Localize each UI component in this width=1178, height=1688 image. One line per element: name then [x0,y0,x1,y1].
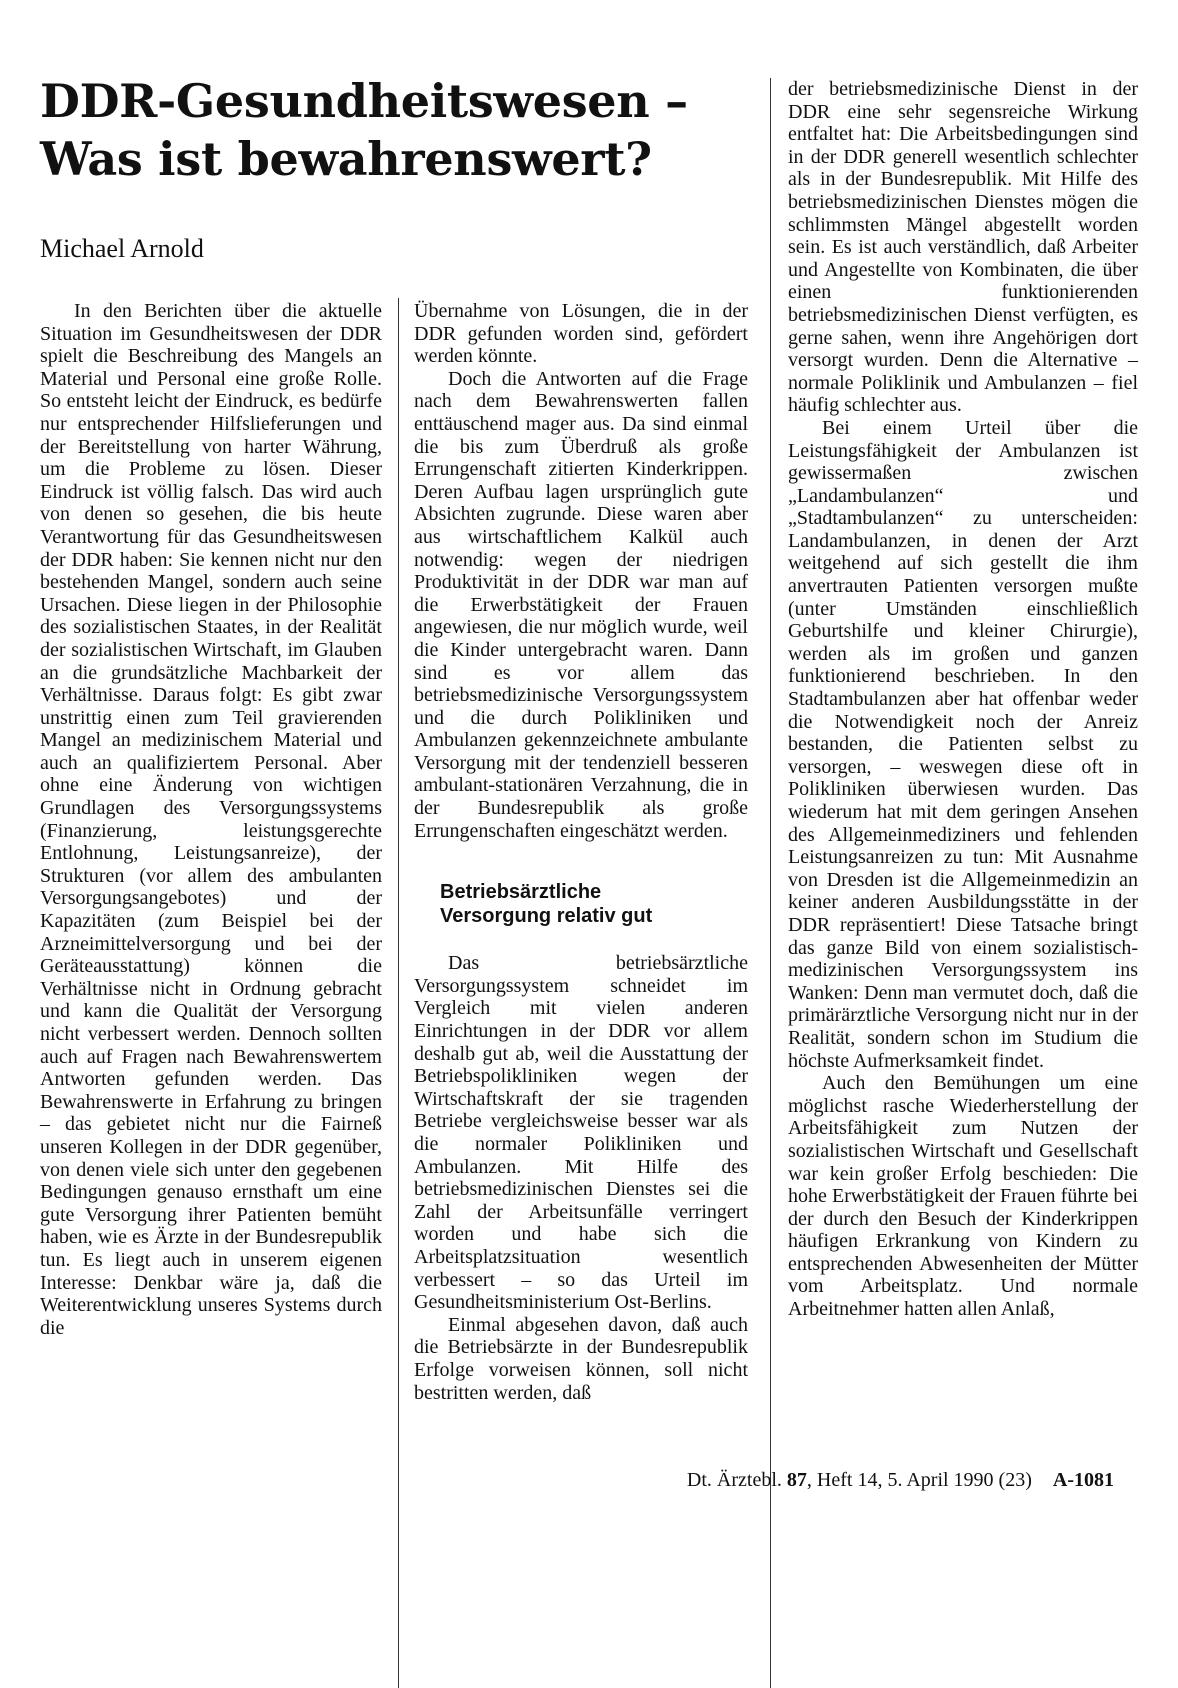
paragraph: Bei einem Urteil über die Leistungsfähigkeit der Ambulanzen ist gewissermaßen zwischen „Landambulanzen“ und „Stadtambulanzen“ zu unterscheiden: Landambulanzen, in denen der Arzt weitgehend auf sich gestellt die ihm anvertrauten Patienten versorgen mußte (unter Umständen einschließlich Geburtshilfe und kleiner Chirurgie), werden als im großen und ganzen funktionierend beschrieben. In den Stadtambulanzen aber hat offenbar weder die Notwendigkeit noch der Anreiz bestanden, die Patienten selbst zu versorgen, – weswegen diese oft in Polikliniken überwiesen wurden. Das wiederum hat mit dem geringen Ansehen des Allgemeinmediziners und fehlenden Leistungsanreizen zu tun: Mit Ausnahme von Dresden ist die Allgemeinmedizin an keiner anderen Ausbildungsstätte in der DDR repräsentiert! Diese Tatsache bringt das ganze Bild von einem sozialistisch-medizinischen Versorgungssystem ins Wanken: Denn man vermutet doch, daß die primärärztliche Versorgung nicht nur in der Realität, sondern schon im Studium die höchste Aufmerksamkeit findet. [788,416,1138,1072]
volume-number: 87 [786,1469,807,1491]
text-column-1 [40,300,382,1339]
paragraph: Übernahme von Lösungen, die in der DDR gefunden worden sind, gefördert werden könnte. [414,300,748,368]
subheading-line-1: Betriebsärztliche [440,881,602,904]
paragraph: Auch den Bemühungen um eine möglichst rasche Wiederherstellung der Arbeitsfähigkeit zum Nutzen der sozialistischen Wirtschaft und Gesellschaft war kein großer Erfolg beschieden: Die hohe Erwerbstätigkeit der Frauen führte bei der durch den Besuch der Kinderkrippen häufigen Erkrankung von Kindern zu entsprechenden Abwesenheiten der Mütter vom Arbeitsplatz. Und normale Arbeitnehmer hatten allen Anlaß, [788,1072,1138,1321]
title-line-1: DDR-Gesundheitswesen – [40,74,688,128]
article-title [40,72,760,188]
subheading-line-2: Versorgung relativ gut [440,905,653,928]
issue-date: , Heft 14, 5. April 1990 (23) [806,1469,1032,1491]
page-number: A-1081 [1052,1469,1114,1491]
column-divider-2 [770,78,771,1688]
journal-name: Dt. Ärztebl. [686,1469,782,1491]
paragraph: In den Berichten über die aktuelle Situation im Gesundheitswesen der DDR spielt die Beschreibung des Mangels an Material und Personal eine große Rolle. So entsteht leicht der Eindruck, es bedürfe nur entsprechender Hilfslieferungen und der Bereitstellung von harter Währung, um die Probleme zu lösen. Dieser Eindruck ist völlig falsch. Das wird auch von denen so gesehen, die bis heute Verantwortung für das Gesundheitswesen der DDR haben: Sie kennen nicht nur den bestehenden Mangel, sondern auch seine Ursachen. Diese liegen in der Philosophie des sozialistischen Staates, in der Realität der sozialistischen Wirtschaft, im Glauben an die grundsätzliche Machbarkeit der Verhältnisse. Daraus folgt: Es gibt zwar unstrittig einen zum Teil gravierenden Mangel an medizinischem Material und auch an qualifiziertem Personal. Aber ohne eine Änderung von wichtigen Grundlagen des Versorgungssystems (Finanzierung, leistungsgerechte Entlohnung, Leistungsanreize), der Strukturen (vor allem des ambulanten Versorgungsangebotes) und der Kapazitäten (zum Beispiel bei der Arzneimittelversorgung und bei der Geräteausstattung) können die Verhältnisse nicht in Ordnung gebracht und kann die Qualität der Versorgung nicht verbessert werden. Dennoch sollten auch auf Fragen nach Bewahrenswertem Antworten gefunden werden. Das Bewahrenswerte in Erfahrung zu bringen – das gebietet nicht nur die Fairneß unseren Kollegen in der DDR gegenüber, von denen viele sich unter den gegebenen Bedingungen genauso ernsthaft um eine gute Versorgung ihrer Patienten bemüht haben, wie es Ärzte in der Bundesrepublik tun. Es liegt auch in unserem eigenen Interesse: Denkbar wäre ja, daß die Weiterentwicklung unseres Systems durch die [40,300,382,1339]
paragraph: Das betriebsärztliche Versorgungssystem schneidet im Vergleich mit vielen anderen Einrichtungen in der DDR vor allem deshalb gut ab, weil die Ausstattung der Betriebspolikliniken wegen der Wirtschaftskraft der sie tragenden Betriebe vergleichsweise besser war als die normaler Polikliniken und Ambulanzen. Mit Hilfe des betriebsmedizinischen Dienstes sei die Zahl der Arbeitsunfälle verringert worden und habe sich die Arbeitsplatzsituation wesentlich verbessert – so das Urteil im Gesundheitsministerium Ost-Berlins. [414,952,748,1314]
text-column-2 [414,300,748,1404]
author-name: Michael Arnold [40,234,204,263]
section-subheading [440,880,748,928]
column-divider-1 [398,298,399,1688]
paragraph: Doch die Antworten auf die Frage nach dem Bewahrenswerten fallen enttäuschend mager aus. Da sind einmal die bis zum Überdruß als große Errungenschaft zitierten Kinderkrippen. Deren Aufbau lagen ursprünglich gute Absichten zugrunde. Diese waren aber aus wirtschaftlichem Kalkül auch notwendig: wegen der niedrigen Produktivität in der DDR war man auf die Erwerbstätigkeit der Frauen angewiesen, die nur möglich wurde, weil die Kinder untergebracht waren. Dann sind es vor allem das betriebsmedizinische Versorgungssystem und die durch Polikliniken und Ambulanzen gekennzeichnete ambulante Versorgung mit der tendenziell besseren ambulant-stationären Verzahnung, die in der Bundesrepublik als große Errungenschaften eingeschätzt werden. [414,367,748,842]
paragraph: der betriebsmedizinische Dienst in der DDR eine sehr segensreiche Wirkung entfaltet hat: Die Arbeitsbedingungen sind in der DDR generell wesentlich schlechter als in der Bundesrepublik. Mit Hilfe des betriebsmedizinischen Dienstes mögen die schlimmsten Mängel abgestellt worden sein. Es ist auch verständlich, daß Arbeiter und Angestellte von Kombinaten, die über einen funktionierenden betriebsmedizinischen Dienst verfügten, es gerne sahen, wenn ihre Angehörigen dort versorgt wurden. Denn die Alternative – normale Poliklinik und Ambulanzen – fiel häufig schlechter aus. [788,78,1138,417]
paragraph: Einmal abgesehen davon, daß auch die Betriebsärzte in der Bundesrepublik Erfolge vorweisen können, soll nicht bestritten werden, daß [414,1313,748,1404]
text-column-3 [788,78,1138,1321]
page-footer [687,1468,1114,1492]
title-line-2: Was ist bewahrenswert? [40,132,652,186]
